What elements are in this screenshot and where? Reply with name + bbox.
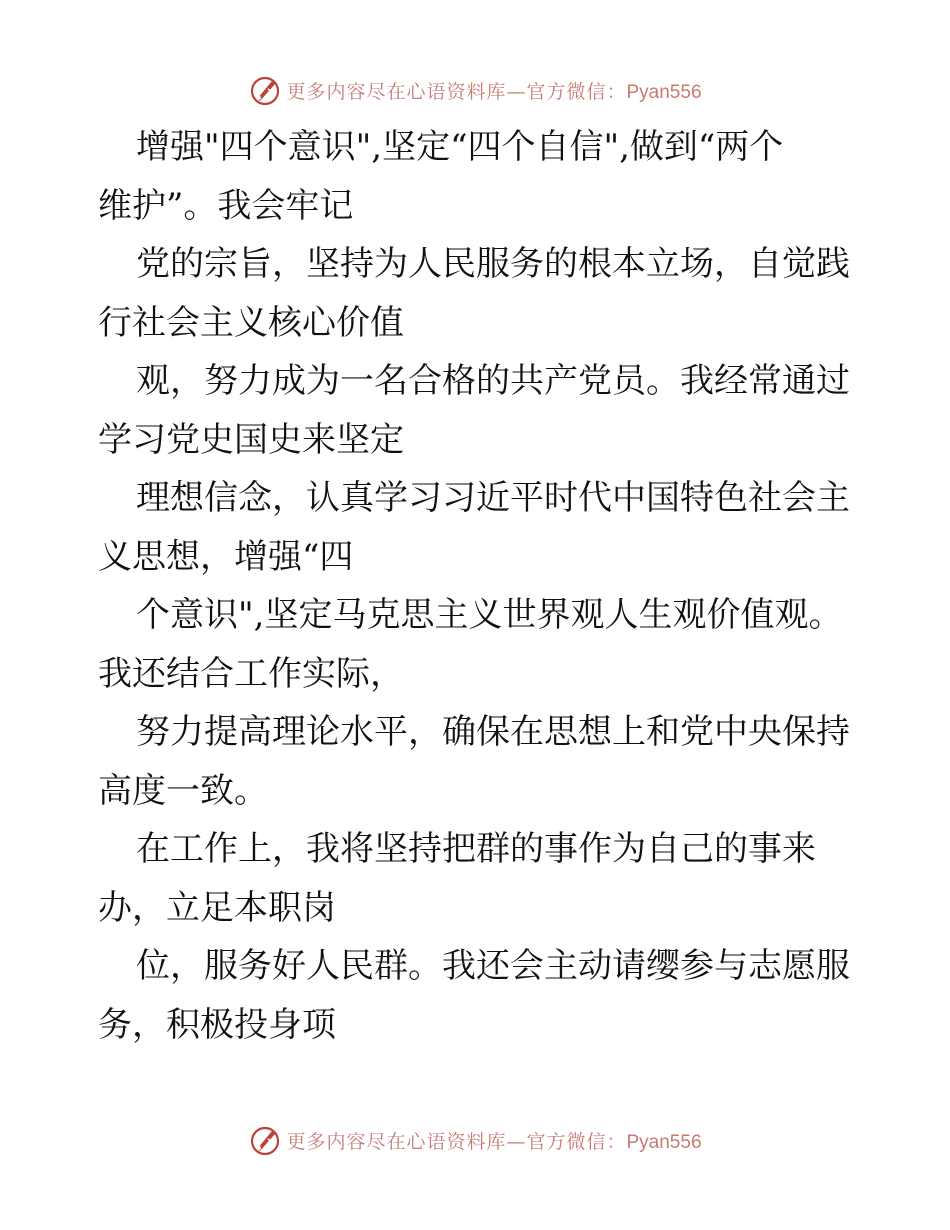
header-site-text: 更多内容尽在心语资料库	[286, 80, 507, 103]
paragraph-8-line-2: 务，积极投身项	[98, 1004, 336, 1045]
quill-pen-logo-icon	[248, 73, 282, 107]
paragraph-2-line-2: 行社会主义核心价值	[98, 302, 404, 343]
paragraph-5	[98, 586, 858, 703]
header-text	[286, 77, 701, 104]
paragraph-3	[98, 352, 858, 469]
paragraph-2	[98, 235, 858, 352]
paragraph-4-line-1: 理想信念，认真学习习近平时代中国特色社会主	[136, 478, 850, 518]
paragraph-7	[98, 820, 858, 937]
paragraph-6-line-2: 高度一致。	[98, 770, 268, 811]
paragraph-1-line-2: 维护”。我会牢记	[98, 185, 354, 226]
header-separator: —	[506, 80, 527, 103]
paragraph-6-line-1: 努力提高理论水平，确保在思想上和党中央保持	[136, 712, 850, 752]
footer-separator: —	[506, 1130, 527, 1153]
paragraph-5-line-1: 个意识",坚定马克思主义世界观人生观价值观。	[136, 595, 843, 635]
header-wechat-id: Pyan556	[626, 81, 702, 103]
paragraph-4	[98, 469, 858, 586]
footer-wechat-label: 官方微信：	[526, 1130, 627, 1153]
quill-pen-logo-icon	[248, 1123, 282, 1157]
paragraph-1-line-1: 增强"四个意识",坚定“四个自信",做到“两个	[136, 127, 784, 167]
paragraph-7-line-2: 办，立足本职岗	[98, 887, 336, 928]
document-body	[98, 118, 858, 1054]
footer-site-text: 更多内容尽在心语资料库	[286, 1130, 507, 1153]
page-footer	[0, 1122, 950, 1158]
paragraph-3-line-1: 观，努力成为一名合格的共产党员。我经常通过	[136, 361, 850, 401]
paragraph-2-line-1: 党的宗旨，坚持为人民服务的根本立场，自觉践	[136, 244, 850, 284]
paragraph-8-line-1: 位，服务好人民群。我还会主动请缨参与志愿服	[136, 946, 850, 986]
paragraph-8	[98, 937, 858, 1054]
page-header	[0, 72, 950, 108]
paragraph-1	[98, 118, 858, 235]
footer-text	[286, 1127, 701, 1154]
paragraph-5-line-2: 我还结合工作实际，	[98, 653, 404, 694]
footer-wechat-id: Pyan556	[626, 1131, 702, 1153]
paragraph-4-line-2: 义思想，增强“四	[98, 536, 354, 577]
header-wechat-label: 官方微信：	[526, 80, 627, 103]
paragraph-7-line-1: 在工作上，我将坚持把群的事作为自己的事来	[136, 829, 816, 869]
paragraph-3-line-2: 学习党史国史来坚定	[98, 419, 404, 460]
paragraph-6	[98, 703, 858, 820]
